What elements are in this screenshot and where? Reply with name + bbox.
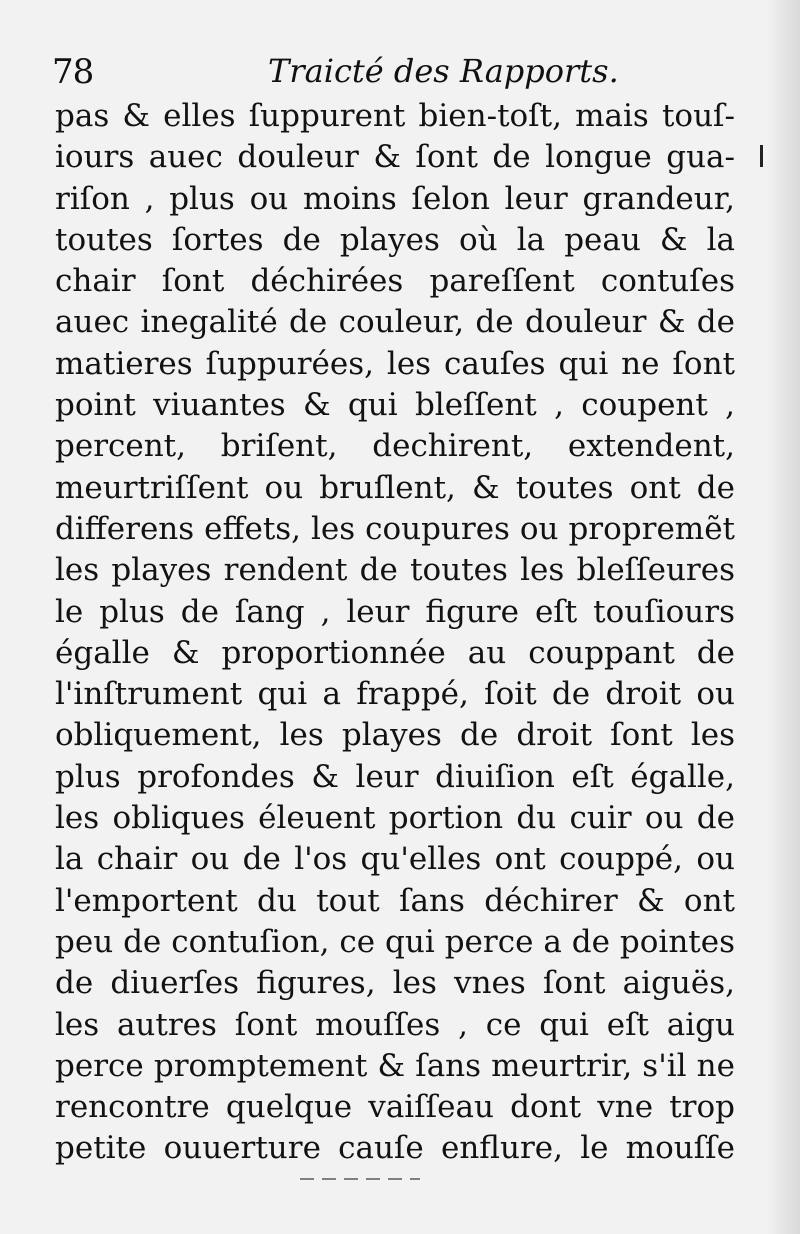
text-line: les obliques éleuent portion du cuir ou de: [55, 800, 735, 837]
page-edge-shadow: [766, 0, 800, 1234]
text-line: plus profondes & leur diuiſion eſt égalle,: [55, 758, 735, 795]
text-line: petite ouuerture cauſe enflure, le mouſſe: [55, 1130, 735, 1167]
text-line: obliquement, les playes de droit ſont les: [55, 717, 735, 754]
text-line: pas & elles ſuppurent bien-toſt, mais touſ-: [55, 98, 735, 134]
text-line: auec inegalité de couleur, de douleur & de: [55, 304, 735, 341]
text-line: peu de contuſion, ce qui perce a de pointes: [55, 923, 735, 960]
text-line: les playes rendent de toutes les bleſſeures: [55, 552, 735, 589]
body-text: [55, 96, 735, 1170]
text-line: toutes ſortes de playes où la peau & la: [55, 221, 735, 258]
text-line: iours auec douleur & ſont de longue gua-: [55, 139, 735, 176]
text-line: perce promptement & ſans meurtrir, s'il ne: [55, 1047, 735, 1084]
text-line: point viuantes & qui bleſſent , coupent ,: [55, 387, 735, 424]
text-line: rencontre quelque vaiſſeau dont vne trop: [55, 1089, 735, 1126]
running-title: Traicté des Rapports.: [268, 52, 619, 90]
text-line: l'emportent du tout ſans déchirer & ont: [55, 882, 735, 919]
text-line: matieres ſuppurées, les cauſes qui ne ſont: [55, 345, 735, 382]
bottom-rule: [300, 1178, 420, 1180]
text-line: le plus de ſang , leur figure eſt touſiours: [55, 593, 735, 630]
text-line: la chair ou de l'os qu'elles ont couppé, ou: [55, 841, 735, 878]
text-line: differens effets, les coupures ou propremẽt: [55, 510, 735, 547]
text-line: chair ſont déchirées pareſſent contuſes: [55, 263, 735, 300]
text-line: égalle & proportionnée au couppant de: [55, 634, 735, 671]
text-line: les autres ſont mouſſes , ce qui eſt aigu: [55, 1006, 735, 1043]
text-line: percent, briſent, dechirent, extendent,: [55, 428, 735, 465]
text-line: meurtriſſent ou bruſlent, & toutes ont de: [55, 469, 735, 506]
page-number: 78: [52, 52, 94, 92]
text-line: de diuerſes figures, les vnes ſont aiguës,: [55, 965, 735, 1002]
text-line: riſon , plus ou moins ſelon leur grandeur,: [55, 180, 735, 217]
text-line: l'inſtrument qui a frappé, ſoit de droit ou: [55, 676, 735, 713]
margin-mark: [760, 145, 763, 167]
